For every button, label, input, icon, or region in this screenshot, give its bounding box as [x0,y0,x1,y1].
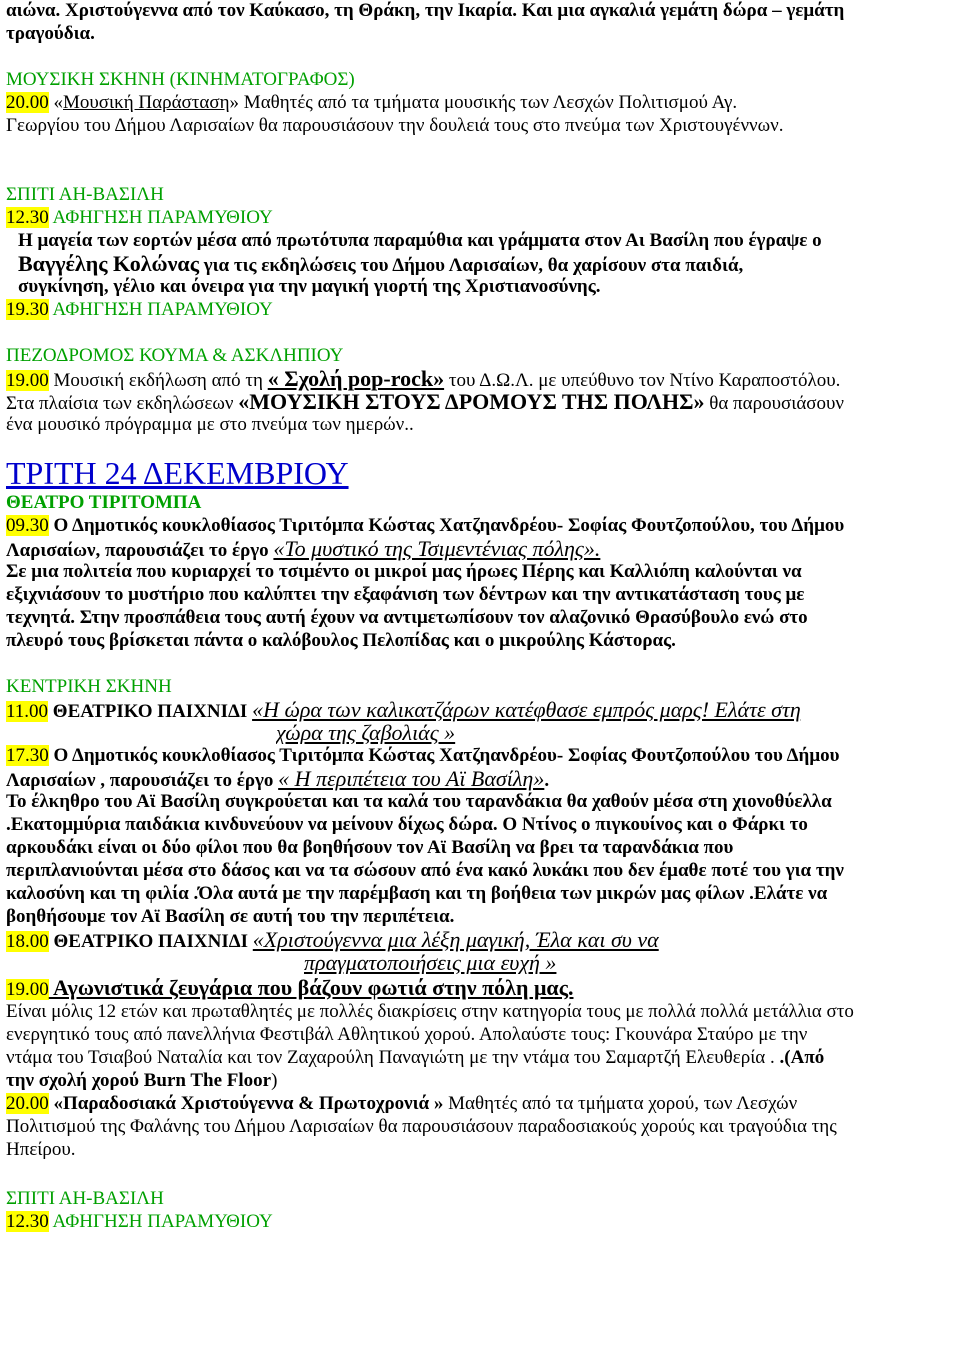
time-badge: 19.00 [6,979,49,1000]
event-line [6,977,954,1001]
event-line [6,207,954,229]
time-badge: 11.00 [6,701,49,722]
text: ΘΕΑΤΡΙΚΟ ΠΑΙΧΝΙΔΙ [48,931,253,952]
time-badge: 18.00 [6,931,49,952]
text-line: Ηπείρου. [6,1139,76,1160]
text-line [6,538,954,562]
event-title: « Σχολή pop-rock» [267,368,445,391]
play-title: «Η ώρα των καλικατζάρων κατέφθασε εμπρός μαρς! Ελάτε στη [252,699,801,722]
text: » Μαθητές από τα τμήματα μουσικής των Λεσχών Πολιτισμού Αγ. [229,92,738,113]
text: Λαρισαίων, παρουσιάζει το έργο [6,540,274,561]
text: την σχολή χορού Burn The Floor [6,1070,272,1091]
event-line [6,1211,954,1233]
event-line [6,929,954,953]
event-title: ΑΦΗΓΗΣΗ ΠΑΡΑΜΥΘΙΟΥ [48,1211,273,1232]
text: Ο Δημοτικός κουκλοθίασος Τιριτόμπα Κώστας Χατζηανδρέου- Σοφίας Φουτζοπούλου, του Δήμου [48,515,845,536]
text-line: συγκίνηση, γέλιο και όνειρα για την μαγική γιορτή της Χριστιανοσύνης. [18,276,601,297]
text-line [6,1070,954,1092]
event-line [6,368,954,392]
text: θα παρουσιάσουν [704,393,845,414]
text-line: τεχνητά. Στην προσπάθεια τους αυτή έχουν να αντιμετωπίσουν τον αλαζονικό Θρασύβουλο ενώ στο [6,607,808,628]
play-title-cont: χώρα της ζαβολιάς » [276,722,456,744]
text: του Δ.Ω.Λ. με υπεύθυνο τον Ντίνο Καραποστόλου. [444,370,841,391]
text-line: Πολιτισμού της Φαλάνης του Δήμου Λαρισαίων θα παρουσιάσουν παραδοσιακούς χορούς και τραγούδια της [6,1116,837,1137]
play-title: « Η περιπέτεια του Αϊ Βασίλη» [278,768,545,791]
author-name: Βαγγέλης Κολώνας [18,253,199,276]
time-badge: 20.00 [6,1093,49,1114]
section-heading-spiti: ΣΠΙΤΙ ΑΗ-ΒΑΣΙΛΗ [6,1188,164,1209]
event-title: ΑΦΗΓΗΣΗ ΠΑΡΑΜΥΘΙΟΥ [48,299,273,320]
event-line [6,745,954,767]
text-line [18,253,954,277]
event-title: «Παραδοσιακά Χριστούγεννα & Πρωτοχρονιά » [48,1093,444,1114]
text-line: αρκουδάκι είναι οι δύο φίλοι που θα βοηθήσουν τον Αϊ Βασίλη να βρει τα ταρανδάκια που [6,837,734,858]
section-heading-theatre: ΘΕΑΤΡΟ ΤΙΡΙΤΟΜΠΑ [6,492,202,513]
play-title: «Το μυστικό της Τσιμεντένιας πόλης». [273,538,601,561]
time-badge: 09.30 [6,515,49,536]
text: .(Από [779,1047,825,1068]
event-title: Μουσική Παράσταση [63,92,230,113]
text-line [6,1047,954,1069]
section-heading-pezodromos: ΠΕΖΟΔΡΟΜΟΣ ΚΟΥΜΑ & ΑΣΚΛΗΠΙΟΥ [6,345,344,366]
event-title: Αγωνιστικά ζευγάρια που βάζουν φωτιά στην πόλη μας. [48,977,574,1000]
text-line: βοηθήσουμε τον Αϊ Βασίλη σε αυτή του την περιπέτεια. [6,906,455,927]
event-line [6,699,954,723]
time-badge: 19.00 [6,370,49,391]
text: . [544,770,550,791]
text-line: περιπλανιούνται μέσα στο δάσος και να τα σώσουν από ένα κακό λυκάκι που δεν έμαθε ποτέ του για την [6,860,844,881]
time-badge: 17.30 [6,745,49,766]
text-line: Η μαγεία των εορτών μέσα από πρωτότυπα παραμύθια και γράμματα στον Αι Βασίλη που έγραψε ο [18,230,822,251]
section-heading-spiti: ΣΠΙΤΙ ΑΗ-ΒΑΣΙΛΗ [6,184,164,205]
text: Λαρισαίων , παρουσιάζει το έργο [6,770,279,791]
text-line: τραγούδια. [6,23,95,44]
section-heading-music-stage: ΜΟΥΣΙΚΗ ΣΚΗΝΗ (ΚΙΝΗΜΑΤΟΓΡΑΦΟΣ) [6,69,355,90]
text: ) [271,1070,278,1091]
event-line [6,515,954,537]
text-line: καλοσύνη και τη φιλία .Όλα αυτά με την παρέμβαση και τη βοήθεια των μικρών μας φίλων .Ελάτε να [6,883,828,904]
section-heading-kentriki: ΚΕΝΤΡΙΚΗ ΣΚΗΝΗ [6,676,172,697]
event-title: ΑΦΗΓΗΣΗ ΠΑΡΑΜΥΘΙΟΥ [48,207,273,228]
text-line: αιώνα. Χριστούγεννα από τον Καύκασο, τη Θράκη, την Ικαρία. Και μια αγκαλιά γεμάτη δώρα – γεμάτη [6,0,845,21]
text: Στα πλαίσια των εκδηλώσεων [6,393,239,414]
text: « [48,92,63,113]
play-title: «Χριστούγεννα μια λέξη μαγική, Έλα και συ να [252,929,659,952]
text-line: Γεωργίου του Δήμου Λαρισαίων θα παρουσιάσουν την δουλειά τους στο πνεύμα των Χριστουγέννων. [6,115,784,136]
text: ντάμα του Τσιαβού Ναταλία και τον Ζαχαρούλη Παναγιώτη με την ντάμα του Σαμαρτζή Ελευθερία . [6,1047,780,1068]
text-line [6,391,954,415]
text: ΘΕΑΤΡΙΚΟ ΠΑΙΧΝΙΔΙ [48,701,253,722]
event-title: «ΜΟΥΣΙΚΗ ΣΤΟΥΣ ΔΡΟΜΟΥΣ ΤΗΣ ΠΟΛΗΣ» [238,391,705,414]
time-badge: 19.30 [6,299,49,320]
event-line [6,299,954,321]
text-line: ενεργητικό τους από πανελλήνια Φεστιβάλ Αθλητικού χορού. Απολαύστε τους: Γκουνάρα Σταύρο με την [6,1024,808,1045]
event-line [6,1093,954,1115]
text-line: ένα μουσικό πρόγραμμα με στο πνεύμα των ημερών.. [6,414,414,435]
time-badge: 12.30 [6,1211,49,1232]
text: για τις εκδηλώσεις του Δήμου Λαρισαίων, θα χαρίσουν στα παιδιά, [198,255,744,276]
text-line [6,768,954,792]
text: Μουσική εκδήλωση από τη [48,370,268,391]
text: Ο Δημοτικός κουκλοθίασος Τιριτόμπα Κώστας Χατζηανδρέου- Σοφίας Φουτζοπούλου του Δήμου [48,745,840,766]
text-line: πλευρό τους βρίσκεται πάντα ο καλόβουλος Πελοπίδας και ο μικρούλης Κάστορας. [6,630,676,651]
time-badge: 20.00 [6,92,49,113]
text-line: .Εκατομμύρια παιδάκια κινδυνεύουν να μείνουν δίχως δώρα. Ο Ντίνος ο πιγκουίνος και ο Φάρκι το [6,814,808,835]
text-line: Το έλκηθρο του Αϊ Βασίλη συγκρούεται και τα καλά του ταρανδάκια θα χαθούν μέσα στη χιονοθύελλα [6,791,832,812]
event-line [6,92,954,114]
day-heading: ΤΡΙΤΗ 24 ΔΕΚΕΜΒΡΙΟΥ [6,455,349,491]
text: Μαθητές από τα τμήματα χορού, των Λεσχών [443,1093,798,1114]
play-title-cont: πραγματοποιήσεις μια ευχή » [304,952,557,974]
text-line: εξιχνιάσουν το μυστήριο που καλύπτει την εξαφάνιση των δέντρων και την αντικατάσταση τους με [6,584,805,605]
time-badge: 12.30 [6,207,49,228]
text-line: Σε μια πολιτεία που κυριαρχεί το τσιμέντο οι μικροί μας ήρωες Πέρης και Καλλιόπη καλούνται να [6,561,802,582]
text-line: Είναι μόλις 12 ετών και πρωταθλητές με πολλές διακρίσεις στην κατηγορία τους με πολλά πολλά μετάλλια στο [6,1001,854,1022]
